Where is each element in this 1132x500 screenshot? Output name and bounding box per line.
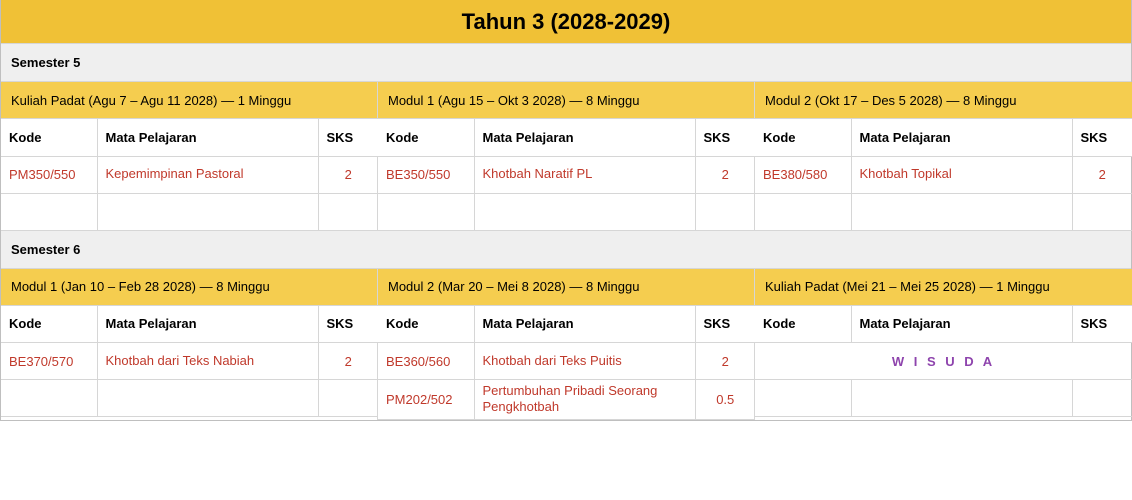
semester-label: Semester 6	[11, 241, 81, 257]
course-table	[755, 119, 1132, 231]
cell-sks	[318, 193, 378, 230]
semester-header-5	[1, 44, 1131, 82]
cell-kode	[755, 193, 851, 230]
column-header-kode: Kode	[378, 306, 474, 343]
table-header-row	[1, 306, 378, 343]
column-header-mapel: Mata Pelajaran	[851, 119, 1072, 156]
cell-kode: PM350/550	[1, 156, 97, 193]
cell-mapel: Khotbah Naratif PL	[474, 156, 695, 193]
column-header-sks: SKS	[695, 119, 755, 156]
column-header-kode: Kode	[755, 306, 851, 343]
table-row	[1, 193, 378, 230]
block-header-text: Modul 2 (Okt 17 – Des 5 2028) — 8 Minggu	[765, 92, 1017, 108]
cell-kode	[1, 380, 97, 417]
cell-sks: 2	[318, 156, 378, 193]
page-title-text: Tahun 3 (2028-2029)	[461, 8, 671, 34]
semester-5-blocks	[1, 82, 1131, 231]
cell-mapel	[97, 380, 318, 417]
semester-6-blocks	[1, 269, 1131, 420]
cell-mapel: Kepemimpinan Pastoral	[97, 156, 318, 193]
column-header-mapel: Mata Pelajaran	[474, 306, 695, 343]
semester-header-6	[1, 231, 1131, 269]
graduation-note: W I S U D A	[755, 343, 1132, 380]
cell-kode: PM202/502	[378, 380, 474, 420]
column-header-mapel: Mata Pelajaran	[97, 306, 318, 343]
column-header-kode: Kode	[755, 119, 851, 156]
column-header-sks: SKS	[318, 306, 378, 343]
table-header-row	[378, 306, 755, 343]
course-table	[755, 306, 1132, 418]
cell-sks: 2	[695, 343, 755, 380]
table-row	[1, 343, 378, 380]
cell-mapel: Khotbah dari Teks Nabiah	[97, 343, 318, 380]
column-header-mapel: Mata Pelajaran	[97, 119, 318, 156]
column-header-mapel: Mata Pelajaran	[474, 119, 695, 156]
course-table	[1, 119, 378, 231]
cell-sks: 2	[318, 343, 378, 380]
cell-sks	[1072, 380, 1132, 417]
table-row	[755, 156, 1132, 193]
block-header-text: Modul 1 (Agu 15 – Okt 3 2028) — 8 Minggu	[388, 92, 640, 108]
block-header	[755, 269, 1132, 306]
cell-mapel: Pertumbuhan Pribadi Seorang Pengkhotbah	[474, 380, 695, 420]
table-row	[1, 156, 378, 193]
block-header	[755, 82, 1132, 119]
column-header-sks: SKS	[318, 119, 378, 156]
course-table	[1, 306, 378, 418]
block-header-text: Modul 1 (Jan 10 – Feb 28 2028) — 8 Minggu	[11, 279, 270, 294]
column-header-sks: SKS	[695, 306, 755, 343]
block-s6-2	[378, 269, 755, 420]
table-header-row	[755, 119, 1132, 156]
block-header	[1, 269, 377, 306]
course-table	[378, 306, 755, 420]
block-header-text: Modul 2 (Mar 20 – Mei 8 2028) — 8 Minggu	[388, 279, 640, 294]
cell-kode: BE380/580	[755, 156, 851, 193]
cell-sks: 0.5	[695, 380, 755, 420]
block-s6-3	[755, 269, 1132, 420]
cell-mapel	[474, 193, 695, 230]
table-row	[755, 193, 1132, 230]
block-header	[1, 82, 377, 119]
cell-kode: BE360/560	[378, 343, 474, 380]
cell-kode	[1, 193, 97, 230]
block-s5-3	[755, 82, 1132, 231]
table-header-row	[378, 119, 755, 156]
block-header-text: Kuliah Padat (Agu 7 – Agu 11 2028) — 1 Minggu	[11, 92, 292, 108]
block-header	[378, 269, 754, 306]
cell-mapel	[851, 193, 1072, 230]
block-s5-1	[1, 82, 378, 231]
table-row	[378, 156, 755, 193]
column-header-kode: Kode	[378, 119, 474, 156]
column-header-sks: SKS	[1072, 119, 1132, 156]
cell-sks	[1072, 193, 1132, 230]
column-header-sks: SKS	[1072, 306, 1132, 343]
page-title	[1, 0, 1131, 44]
table-row	[378, 380, 755, 420]
block-s5-2	[378, 82, 755, 231]
table-header-row	[1, 119, 378, 156]
cell-mapel: Khotbah dari Teks Puitis	[474, 343, 695, 380]
column-header-kode: Kode	[1, 306, 97, 343]
column-header-kode: Kode	[1, 119, 97, 156]
table-row	[378, 343, 755, 380]
course-table	[378, 119, 755, 231]
table-header-row	[755, 306, 1132, 343]
table-row	[378, 193, 755, 230]
block-header	[378, 82, 754, 119]
cell-mapel	[97, 193, 318, 230]
cell-kode: BE370/570	[1, 343, 97, 380]
cell-sks: 2	[695, 156, 755, 193]
table-row	[755, 380, 1132, 417]
cell-mapel: Khotbah Topikal	[851, 156, 1072, 193]
column-header-mapel: Mata Pelajaran	[851, 306, 1072, 343]
cell-kode: BE350/550	[378, 156, 474, 193]
table-row	[755, 343, 1132, 380]
block-s6-1	[1, 269, 378, 420]
table-row	[1, 380, 378, 417]
cell-mapel	[851, 380, 1072, 417]
cell-sks: 2	[1072, 156, 1132, 193]
cell-sks	[695, 193, 755, 230]
cell-kode	[755, 380, 851, 417]
cell-kode	[378, 193, 474, 230]
cell-sks	[318, 380, 378, 417]
semester-label: Semester 5	[11, 55, 81, 70]
block-header-text: Kuliah Padat (Mei 21 – Mei 25 2028) — 1 Minggu	[765, 279, 1050, 294]
